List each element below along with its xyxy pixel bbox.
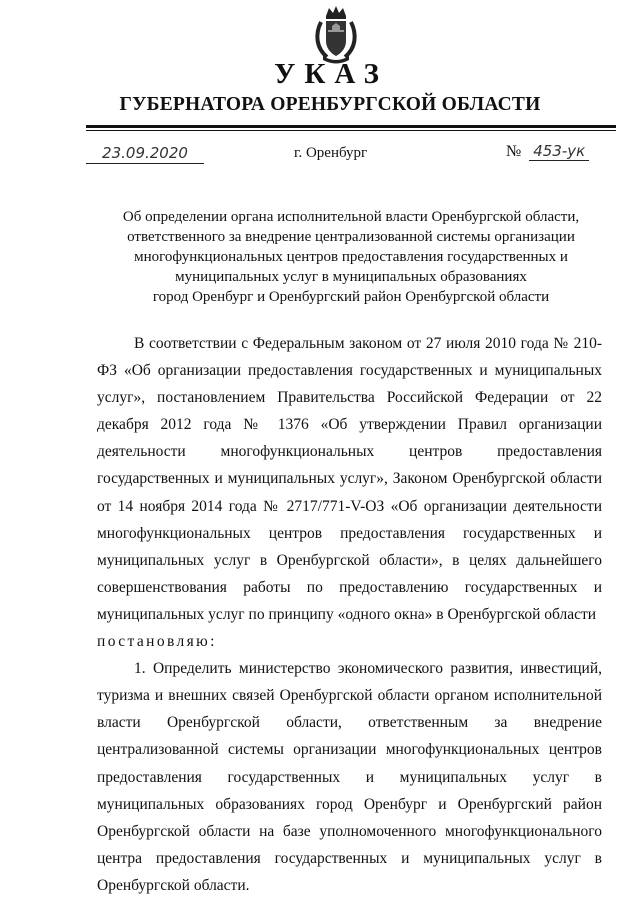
subject-line: Об определении органа исполнительной власти Оренбургской области, bbox=[122, 209, 580, 225]
document-subtitle: ГУБЕРНАТОРА ОРЕНБУРГСКОЙ ОБЛАСТИ bbox=[119, 94, 541, 115]
header-divider-thick bbox=[86, 125, 616, 128]
item-1-paragraph: 1. Определить министерство экономического развития, инвестиций, туризма и внешних связей Оренбургской области органом исполнительной власти Оренбургской области, ответственным за внедрение централизованной системы организации многофункциональных центров предоставления государственных и муниципальных услуг в муниципальных образованиях город Оренбург и Оренбургский район Оренбургской области на базе уполномоченного многофункционального центра предоставления государственных и муниципальных услуг в Оренбургской области. bbox=[97, 660, 602, 894]
coat-of-arms-icon bbox=[311, 4, 361, 64]
decree-number: 453-ук bbox=[529, 142, 589, 161]
decree-body bbox=[97, 330, 602, 899]
subject-line: многофункциональных центров предоставления государственных и bbox=[134, 249, 568, 265]
decree-word: постановляю: bbox=[97, 633, 217, 651]
number-label: № bbox=[506, 143, 522, 160]
subject-line: муниципальных услуг в муниципальных образованиях bbox=[175, 269, 527, 285]
decree-subject bbox=[86, 207, 616, 307]
subject-line: город Оренбург и Оренбургский район Оренбургской области bbox=[152, 289, 550, 305]
decree-city: г. Оренбург bbox=[294, 145, 368, 161]
document-title: УКАЗ bbox=[274, 58, 388, 90]
subject-line: ответственного за внедрение централизованной системы организации bbox=[127, 229, 575, 245]
preamble-paragraph: В соответствии с Федеральным законом от 27 июля 2010 года № 210-ФЗ «Об организации предоставления государственных и муниципальных услуг», постановлением Правительства Российской Федерации от 22 декабря 2012 года № 1376 «Об утверждении Правил организации деятельности многофункциональных центров предоставления государственных и муниципальных услуг», Законом Оренбургской области от 14 ноября 2014 года № 2717/771-V-ОЗ «Об организации деятельности многофункциональных центров предоставления государственных и муниципальных услуг в Оренбургской области», в целях дальнейшего совершенствования работы по предоставлению государственных и муниципальных услуг по принципу «одного окна» в Оренбургской области bbox=[97, 335, 602, 623]
decree-number-block bbox=[506, 142, 589, 161]
header-divider-thin bbox=[86, 130, 616, 131]
decree-date: 23.09.2020 bbox=[86, 144, 204, 164]
